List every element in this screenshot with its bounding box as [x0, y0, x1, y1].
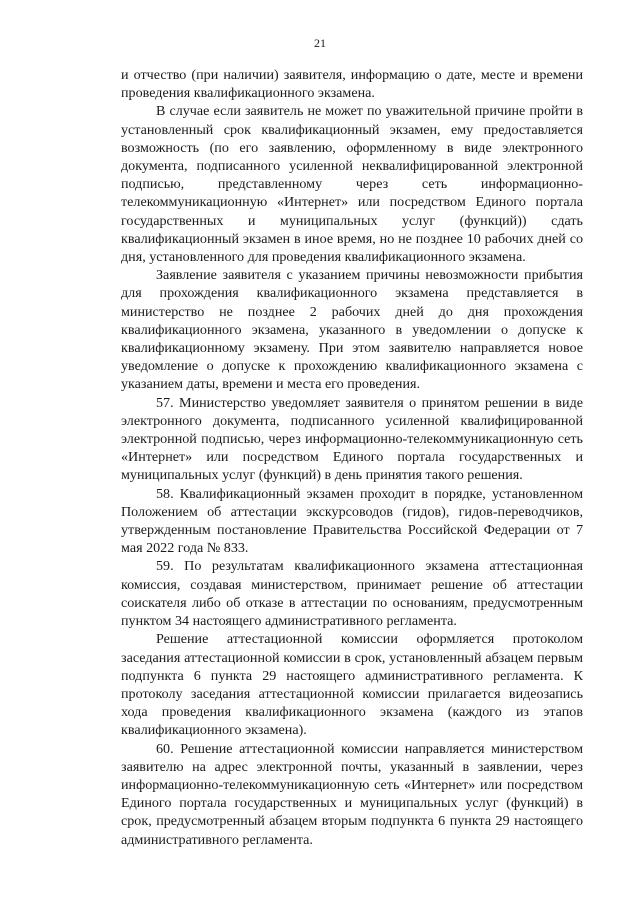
page-number: 21: [314, 36, 326, 50]
document-body: [121, 66, 583, 849]
paragraph-60: 60. Решение аттестационной комиссии направляется министерством заявителю на адрес электронной почты, указанный в заявлении, через информационно-телекоммуникационную сеть «Интернет» или посредством Единого портала государственных и муниципальных услуг (функций) в срок, предусмотренный абзацем вторым подпункта 6 пункта 29 настоящего административного регламента.: [121, 740, 583, 848]
paragraph-absence-application: Заявление заявителя с указанием причины невозможности прибытия для прохождения квалификационного экзамена представляется в министерство не позднее 2 рабочих дней до дня прохождения квалификационного экзамена, указанного в уведомлении о допуске к квалификационному экзамену. При этом заявителю направляется новое уведомление о допуске к прохождению квалификационного экзамена с указанием даты, времени и места его проведения.: [121, 267, 583, 393]
paragraph-59: 59. По результатам квалификационного экзамена аттестационная комиссия, создавая министерством, принимает решение об аттестации соискателя либо об отказе в аттестации по основаниям, предусмотренным пунктом 34 настоящего административного регламента.: [121, 558, 583, 630]
paragraph-58: 58. Квалификационный экзамен проходит в порядке, установленном Положением об аттестации экскурсоводов (гидов), гидов-переводчиков, утвержденным постановление Правительства Российской Федерации от 7 мая 2022 года № 833.: [121, 485, 583, 557]
paragraph-continuation: и отчество (при наличии) заявителя, информацию о дате, месте и времени проведения квалификационного экзамена.: [121, 67, 583, 102]
paragraph-reschedule-exam: В случае если заявитель не может по уважительной причине пройти в установленный срок квалификационный экзамен, ему предоставляется возможность (по его заявлению, оформленному в виде электронного документа, подписанного усиленной неквалифицированной электронной подписью, представленному через сеть информационно-телекоммуникационную «Интернет» или посредством Единого портала государственных и муниципальных услуг (функций)) сдать квалификационный экзамен в иное время, но не позднее 10 рабочих дней со дня, установленного для проведения квалификационного экзамена.: [121, 103, 583, 266]
paragraph-57: 57. Министерство уведомляет заявителя о принятом решении в виде электронного документа, подписанного усиленной квалифицированной электронной подписью, через информационно-телекоммуникационную сеть «Интернет» или посредством Единого портала государственных и муниципальных услуг (функций) в день принятия такого решения.: [121, 394, 583, 484]
paragraph-protocol: Решение аттестационной комиссии оформляется протоколом заседания аттестационной комиссии в срок, установленный абзацем первым подпункта 6 пункта 29 настоящего административного регламента. К протоколу заседания аттестационной комиссии прилагается видеозапись хода проведения квалификационного экзамена (каждого из этапов квалификационного экзамена).: [121, 631, 583, 739]
